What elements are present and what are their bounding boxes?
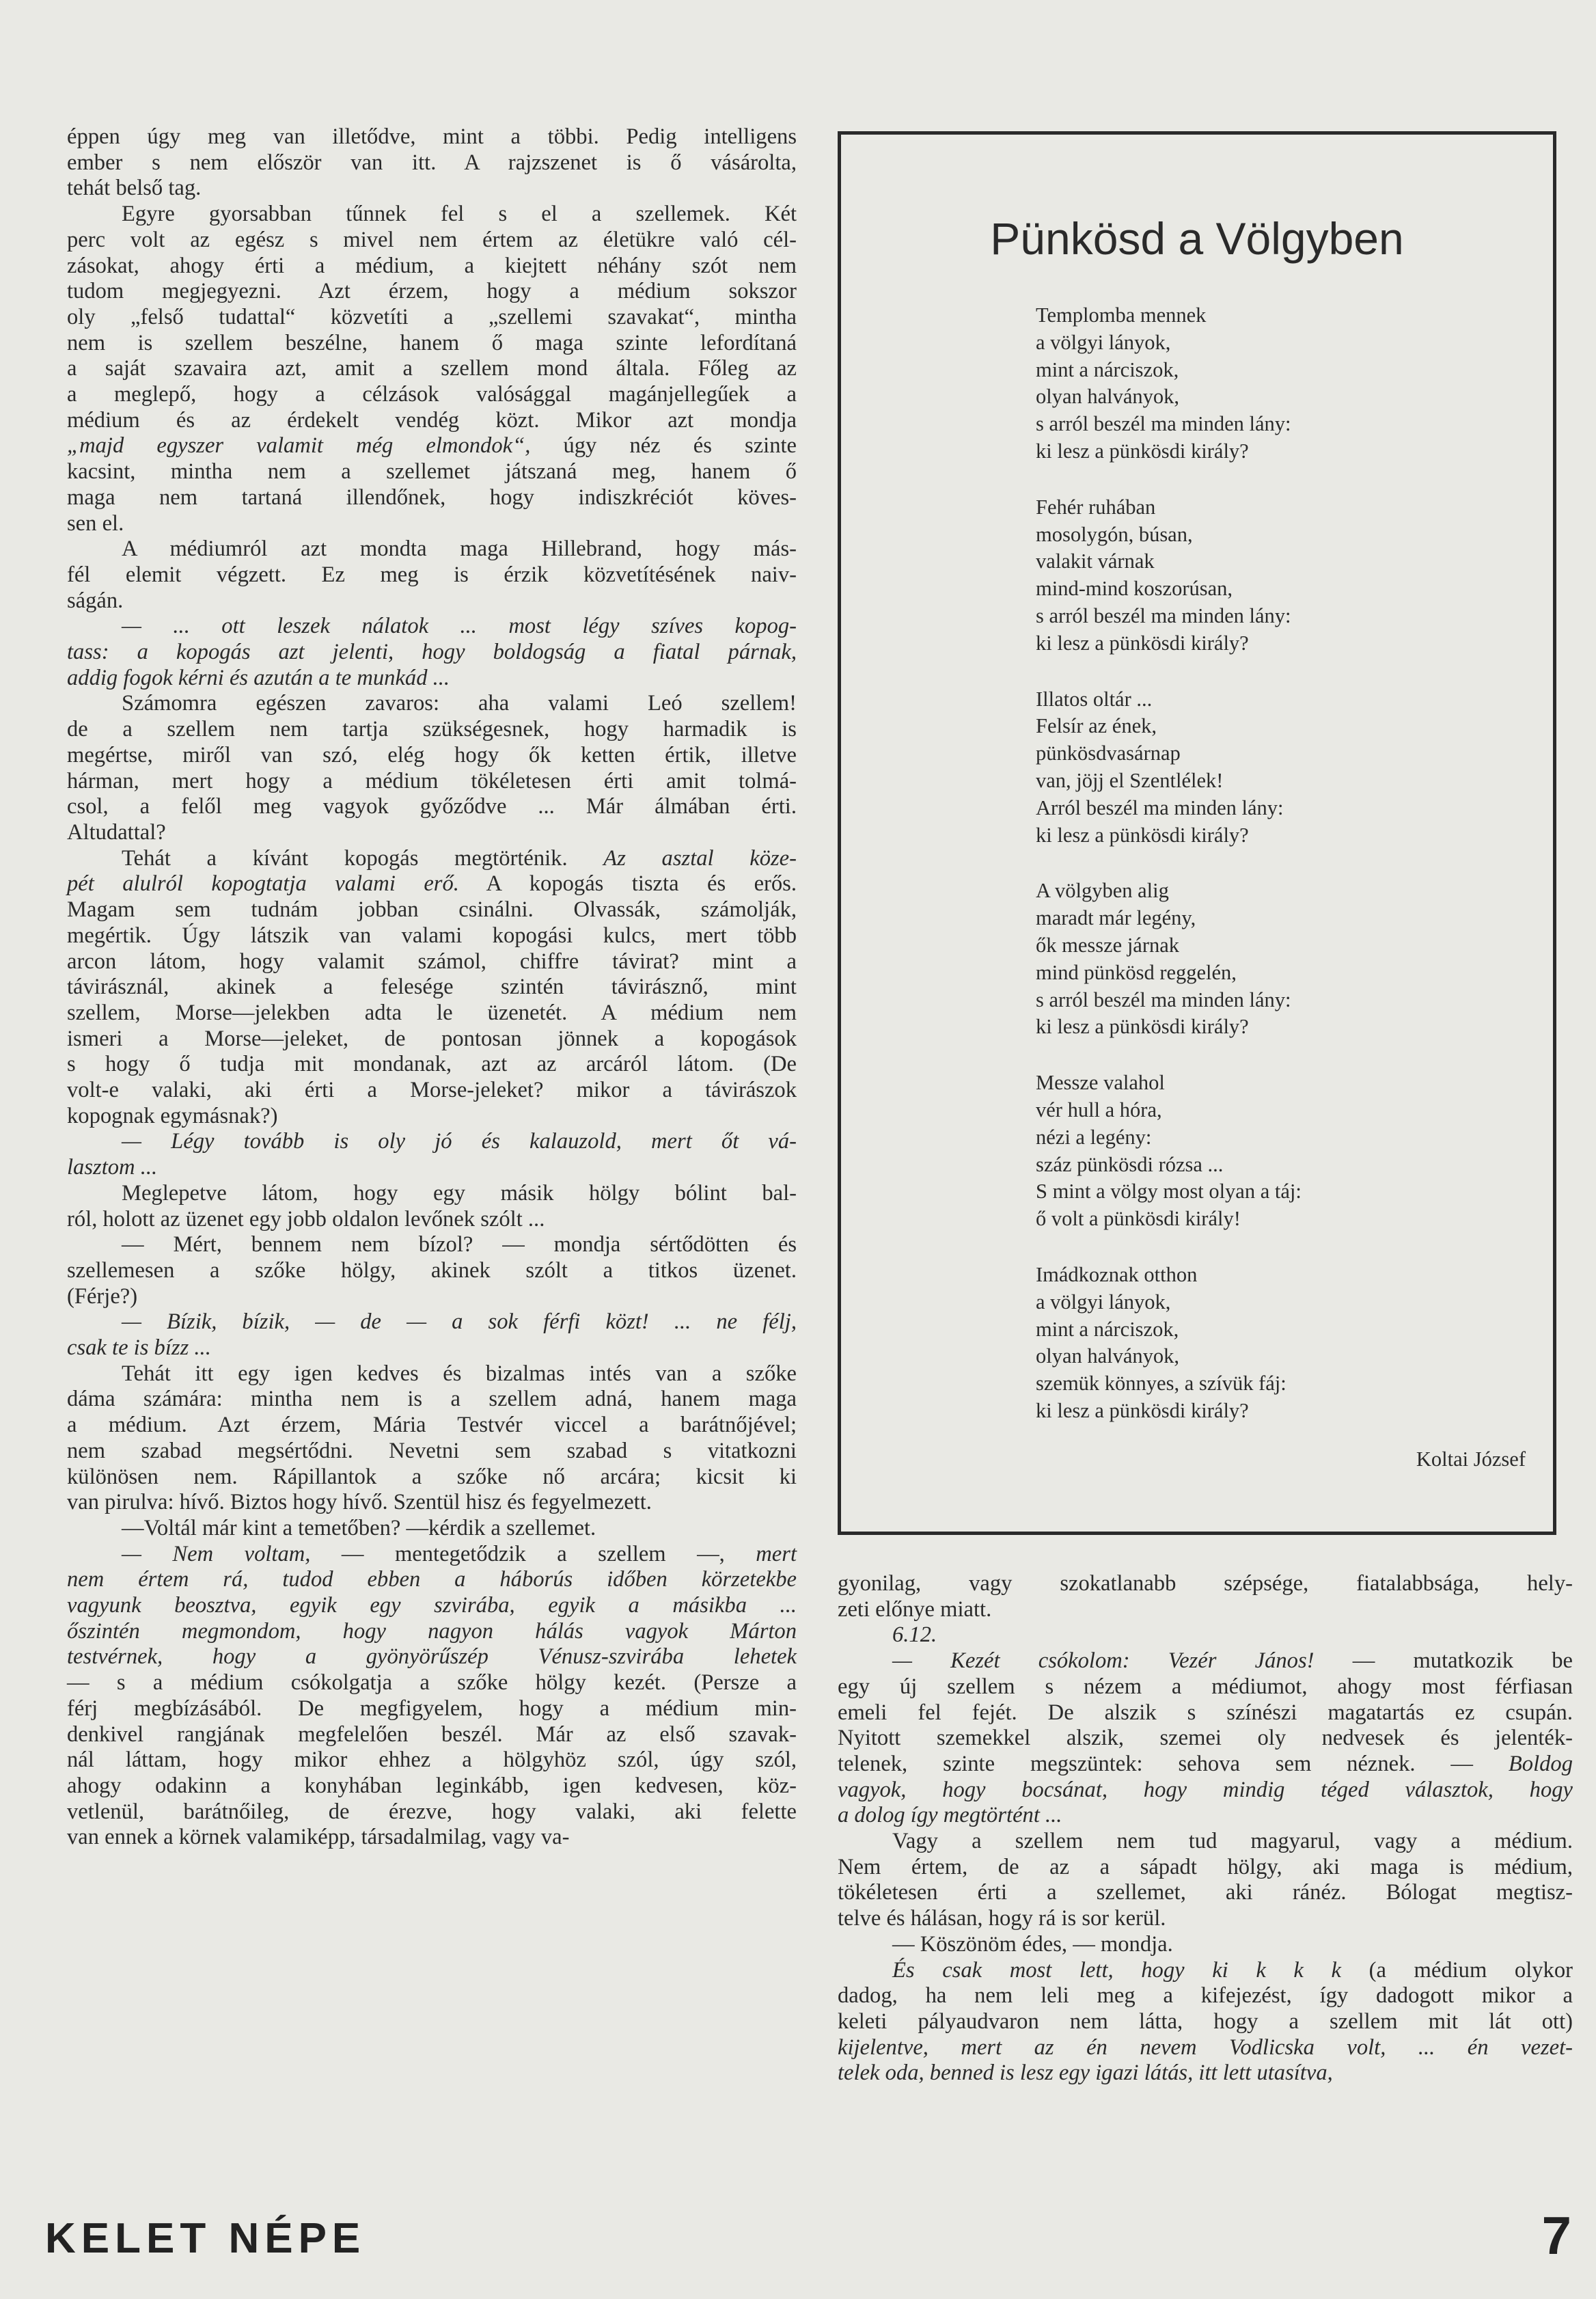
poem-verse: vér hull a hóra,	[1036, 1098, 1162, 1121]
paragraph	[67, 536, 797, 614]
text-line: denkivel rangjának megfelelően beszél. Már az első szavak-	[67, 1722, 797, 1747]
poem-verse: Illatos oltár ...	[1036, 687, 1153, 711]
text-line: szellem, Morse—jelekben adta le üzenetét. A médium nem	[67, 1000, 797, 1025]
text-line: — Köszönöm édes, — mondja.	[892, 1931, 1173, 1957]
text-line: a saját szavaira azt, amit a szellem mond általa. Főleg az	[67, 356, 797, 381]
text-line: Magam sem tudnám jobban csinálni. Olvassák, számolják,	[67, 897, 797, 923]
text-line: csol, a felől meg vagyok győződve ... Már álmában érti.	[67, 794, 797, 819]
page-number: 7	[1541, 2205, 1571, 2266]
text-line: férj megbízásából. De megfigyelem, hogy a médium min-	[67, 1696, 797, 1721]
text-line: Altudattal?	[67, 819, 166, 845]
text-line: kijelentve, mert az én nevem Vodlicska volt, ... én vezet-	[838, 2035, 1573, 2060]
text-line: arcon látom, hogy valamit számol, chiffre távirat? mint a	[67, 949, 797, 974]
text-line: —Voltál már kint a temetőben? —kérdik a szellemet.	[122, 1515, 596, 1540]
poem-stanza	[1036, 1070, 1302, 1233]
paragraph	[67, 614, 797, 691]
text-line: addig fogok kérni és azután a te munkád ...	[67, 665, 450, 690]
text-line: médium és az érdekelt vendég közt. Mikor azt mondja	[67, 407, 797, 433]
text-line: de a szellem nem tartja szükségesnek, hogy harmadik is	[67, 717, 797, 742]
text-line: kopognak egymásnak?)	[67, 1103, 278, 1128]
text-line: — Mért, bennem nem bízol? — mondja sértődötten és	[122, 1232, 797, 1257]
text-line: — Légy tovább is oly jó és kalauzold, mert őt vá-	[122, 1129, 797, 1154]
poem-verse: maradt már legény,	[1036, 906, 1196, 930]
text-line: ismeri a Morse—jeleket, de pontosan jönnek a kopogások	[67, 1026, 797, 1051]
text-line: nem is szellem beszélne, hanem ő maga szinte lefordítaná	[67, 330, 797, 355]
text-line: vagyok, hogy bocsánat, hogy mindig téged választok, hogy	[838, 1777, 1573, 1802]
text-line: gyonilag, vagy szokatlanabb szépsége, fiatalabbsága, hely-	[838, 1571, 1573, 1596]
text-line: A médiumról azt mondta maga Hillebrand, hogy más-	[122, 536, 797, 562]
text-line: Tehát a kívánt kopogás megtörténik. Az asztal köze-	[122, 845, 797, 871]
text-line: kacsint, mintha nem a szellemet játszaná meg, hanem ő	[67, 459, 797, 485]
poem-verse: ki lesz a pünkösdi király?	[1036, 631, 1249, 655]
text-line: vetlenül, barátnőileg, de érezve, hogy valaki, aki felette	[67, 1799, 797, 1824]
poem-verse: olyan halványok,	[1036, 1344, 1180, 1368]
text-line: nál láttam, hogy mikor ehhez a hölgyhöz szól, úgy szól,	[67, 1747, 797, 1773]
text-line: a dolog így megtörtént ...	[838, 1803, 1062, 1828]
text-line: emeli fel fejét. De alszik s színészi magatartás ez csupán.	[838, 1700, 1573, 1725]
text-line: telenek, szinte megszüntek: sehova sem néznek. — Boldog	[838, 1751, 1573, 1776]
text-line: távirásznál, akinek a felesége szintén távirásznő, mint	[67, 975, 797, 1000]
text-line: Tehát itt egy igen kedves és bizalmas intés van a szőke	[122, 1361, 797, 1386]
poem-verse: Templomba mennek	[1036, 303, 1207, 327]
poem-verse: Felsír az ének,	[1036, 714, 1157, 738]
text-line: tass: a kopogás azt jelenti, hogy boldogság a fiatal párnak,	[67, 640, 797, 665]
text-line: s hogy ő tudja mit mondanak, azt az arcáról látom. (De	[67, 1052, 797, 1077]
poem-verse: ki lesz a pünkösdi király?	[1036, 439, 1249, 463]
poem-stanza	[1036, 878, 1302, 1041]
paragraph	[838, 1932, 1573, 1958]
text-line: zeti előnye miatt.	[838, 1596, 992, 1622]
poem-verse: száz pünkösdi rózsa ...	[1036, 1152, 1224, 1176]
text-line: tökéletesen érti a szellemet, aki ránéz. Bólogat megtisz-	[838, 1880, 1573, 1905]
text-line: a médium. Azt érzem, Mária Testvér viccel a barátnőjével;	[67, 1413, 797, 1438]
poem-verse: pünkösdvasárnap	[1036, 742, 1181, 765]
right-text-column	[838, 1571, 1573, 2086]
text-line: „majd egyszer valamit még elmondok“, úgy néz és szinte	[67, 433, 797, 459]
paragraph	[67, 1361, 797, 1516]
text-line: dáma számára: mintha nem is a szellem adná, hanem maga	[67, 1387, 797, 1412]
text-line: éppen úgy meg van illetődve, mint a többi. Pedig intelligens	[67, 124, 797, 149]
text-line: hárman, mert hogy a médium tökéletesen érti amit tolmá-	[67, 768, 797, 793]
text-line: egy új szellem s nézem a médiumot, ahogy most férfiasan	[838, 1674, 1573, 1699]
poem-verse: van, jöjj el Szentlélek!	[1036, 768, 1224, 792]
text-line: maga nem tartaná illendőnek, hogy indiszkréciót köves-	[67, 485, 797, 510]
poem-verse: s arról beszél ma minden lány:	[1036, 412, 1291, 436]
text-line: nem értem rá, tudod ebben a háborús időben körzetekbe	[67, 1567, 797, 1592]
text-line: pét alulról kopogtatja valami erő. A kopogás tiszta és erős.	[67, 871, 797, 897]
poem-verse: mint a nárciszok,	[1036, 1317, 1179, 1341]
text-line: csak te is bízz ...	[67, 1335, 211, 1361]
text-line: különösen nem. Rápillantok a szőke nő arcára; kicsit ki	[67, 1464, 797, 1489]
text-line: őszintén megmondom, hogy nagyon hálás vagyok Márton	[67, 1618, 797, 1644]
text-line: 6.12.	[892, 1622, 937, 1648]
text-line: van pirulva: hívő. Biztos hogy hívő. Szentül hisz és fegyelmezett.	[67, 1490, 652, 1515]
text-line: ságán.	[67, 588, 124, 613]
text-line: — Kezét csókolom: Vezér János! — mutatkozik be	[892, 1648, 1573, 1674]
paragraph	[67, 1129, 797, 1180]
text-line: Vagy a szellem nem tud magyarul, vagy a médium.	[892, 1829, 1573, 1854]
text-line: Nem értem, de az a sápadt hölgy, aki maga is médium,	[838, 1854, 1573, 1879]
poem-verse: ő volt a pünkösdi király!	[1036, 1207, 1241, 1231]
text-line: Egyre gyorsabban tűnnek fel s el a szellemek. Két	[122, 202, 797, 227]
paragraph	[67, 691, 797, 845]
text-line: telek oda, benned is lesz egy igazi látás, itt lett utasítva,	[838, 2060, 1333, 2086]
poem-verse: Messze valahol	[1036, 1071, 1165, 1095]
poem-verse: Arról beszél ma minden lány:	[1036, 795, 1284, 819]
text-line: megértse, miről van szó, elég hogy ők ketten értik, illetve	[67, 742, 797, 767]
poem-box	[838, 131, 1556, 1535]
text-line: volt-e valaki, aki érti a Morse-jeleket? mikor a távirászok	[67, 1078, 797, 1103]
poem-verse: ők messze járnak	[1036, 933, 1180, 957]
text-line: — ... ott leszek nálatok ... most légy szíves kopog-	[122, 614, 797, 639]
text-line: tehát belső tag.	[67, 176, 202, 201]
text-line: Nyitott szemekkel alszik, szemei oly nedvesek és jelenték-	[838, 1726, 1573, 1751]
poem-verse: Fehér ruhában	[1036, 495, 1156, 519]
poem-verse: ki lesz a pünkösdi király?	[1036, 823, 1249, 847]
text-line: tudom megjegyezni. Azt érzem, hogy a médium sokszor	[67, 279, 797, 304]
paragraph	[67, 124, 797, 202]
poem-verse: ki lesz a pünkösdi király?	[1036, 1015, 1249, 1039]
text-line: sen el.	[67, 511, 124, 536]
text-line: szellemesen a szőke hölgy, akinek szólt a titkos üzenet.	[67, 1257, 797, 1283]
poem-verse: mind pünkösd reggelén,	[1036, 960, 1237, 984]
poem-body	[1036, 302, 1302, 1454]
paragraph	[67, 1542, 797, 1851]
text-line: vagyunk beosztva, egyik egy szvirába, egyik a másikba ...	[67, 1593, 797, 1618]
text-line: dadog, ha nem leli meg a kifejezést, így dadogott mikor a	[838, 1983, 1573, 2009]
text-line: (Férje?)	[67, 1283, 138, 1309]
poem-verse: S mint a völgy most olyan a táj:	[1036, 1180, 1302, 1203]
text-line: zásokat, ahogy érti a médium, a kiejtett néhány szót nem	[67, 253, 797, 278]
text-line: perc volt az egész s mivel nem értem az életükre való cél-	[67, 227, 797, 252]
text-line: — Bízik, bízik, — de — a sok férfi közt! ... ne félj,	[122, 1309, 797, 1335]
paragraph	[838, 1571, 1573, 1622]
poem-stanza	[1036, 686, 1302, 849]
poem-title: Pünkösd a Völgyben	[990, 213, 1404, 264]
text-line: testvérnek, hogy a gyönyörűszép Vénusz-szvirába lehetek	[67, 1644, 797, 1670]
paragraph	[838, 1648, 1573, 1829]
text-line: ember s nem először van itt. A rajzszenet is ő vásárolta,	[67, 150, 797, 175]
text-line: lasztom ...	[67, 1155, 158, 1180]
text-line: Számomra egészen zavaros: aha valami Leó szellem!	[122, 691, 797, 716]
poem-stanza	[1036, 494, 1302, 657]
poem-verse: mind-mind koszorúsan,	[1036, 577, 1233, 601]
paragraph	[67, 1309, 797, 1361]
poem-verse: a völgyi lányok,	[1036, 330, 1171, 354]
paragraph	[838, 1958, 1573, 2087]
poem-verse: szemük könnyes, a szívük fáj:	[1036, 1372, 1287, 1396]
poem-stanza	[1036, 1262, 1302, 1425]
poem-verse: A völgyben alig	[1036, 879, 1169, 903]
text-line: megértik. Úgy látszik van valami kopogási kulcs, mert több	[67, 923, 797, 948]
paragraph	[67, 1181, 797, 1232]
text-line: a meglepő, hogy a célzások valósággal magánjellegűek a	[67, 382, 797, 407]
poem-verse: nézi a legény:	[1036, 1125, 1152, 1149]
magazine-name: KELET NÉPE	[45, 2215, 366, 2262]
poem-author: Koltai József	[1416, 1447, 1526, 1471]
poem-verse: olyan halványok,	[1036, 385, 1180, 409]
poem-verse: mosolygón, búsan,	[1036, 522, 1193, 546]
paragraph	[67, 1232, 797, 1309]
paragraph	[838, 1622, 1573, 1648]
text-line: — s a médium csókolgatja a szőke hölgy kezét. (Persze a	[67, 1670, 797, 1696]
poem-verse: Imádkoznak otthon	[1036, 1262, 1198, 1286]
text-line: ahogy odakinn a konyhában leginkább, igen kedvesen, köz-	[67, 1773, 797, 1798]
text-line: van ennek a körnek valamiképp, társadalmilag, vagy va-	[67, 1825, 570, 1850]
poem-verse: ki lesz a pünkösdi király?	[1036, 1398, 1249, 1422]
poem-verse: s arról beszél ma minden lány:	[1036, 988, 1291, 1011]
text-line: keleti pályaudvaron nem látta, hogy a szellem mit lát ott)	[838, 2009, 1573, 2034]
paragraph	[67, 846, 797, 1130]
poem-verse: a völgyi lányok,	[1036, 1290, 1171, 1314]
poem-verse: mint a nárciszok,	[1036, 357, 1179, 381]
text-line: És csak most lett, hogy ki k k k (a médium olykor	[892, 1957, 1573, 1983]
text-line: ról, holott az üzenet egy jobb oldalon levőnek szólt ...	[67, 1206, 545, 1232]
text-line: Meglepetve látom, hogy egy másik hölgy bólint bal-	[122, 1180, 797, 1206]
text-line: — Nem voltam, — mentegetődzik a szellem —, mert	[122, 1541, 797, 1566]
text-line: fél elemit végzett. Ez meg is érzik közvetítésének naiv-	[67, 562, 797, 587]
paragraph	[838, 1829, 1573, 1932]
text-line: oly „felső tudattal“ közvetíti a „szellemi szavakat“, mintha	[67, 304, 797, 329]
paragraph	[67, 202, 797, 536]
poem-verse: s arról beszél ma minden lány:	[1036, 603, 1291, 627]
paragraph	[67, 1516, 797, 1542]
poem-stanza	[1036, 302, 1302, 465]
text-line: nem szabad megsértődni. Nevetni sem szabad s vitatkozni	[67, 1438, 797, 1463]
text-line: telve és hálásan, hogy rá is sor kerül.	[838, 1906, 1166, 1931]
left-text-column	[67, 124, 797, 1851]
poem-verse: valakit várnak	[1036, 549, 1155, 573]
